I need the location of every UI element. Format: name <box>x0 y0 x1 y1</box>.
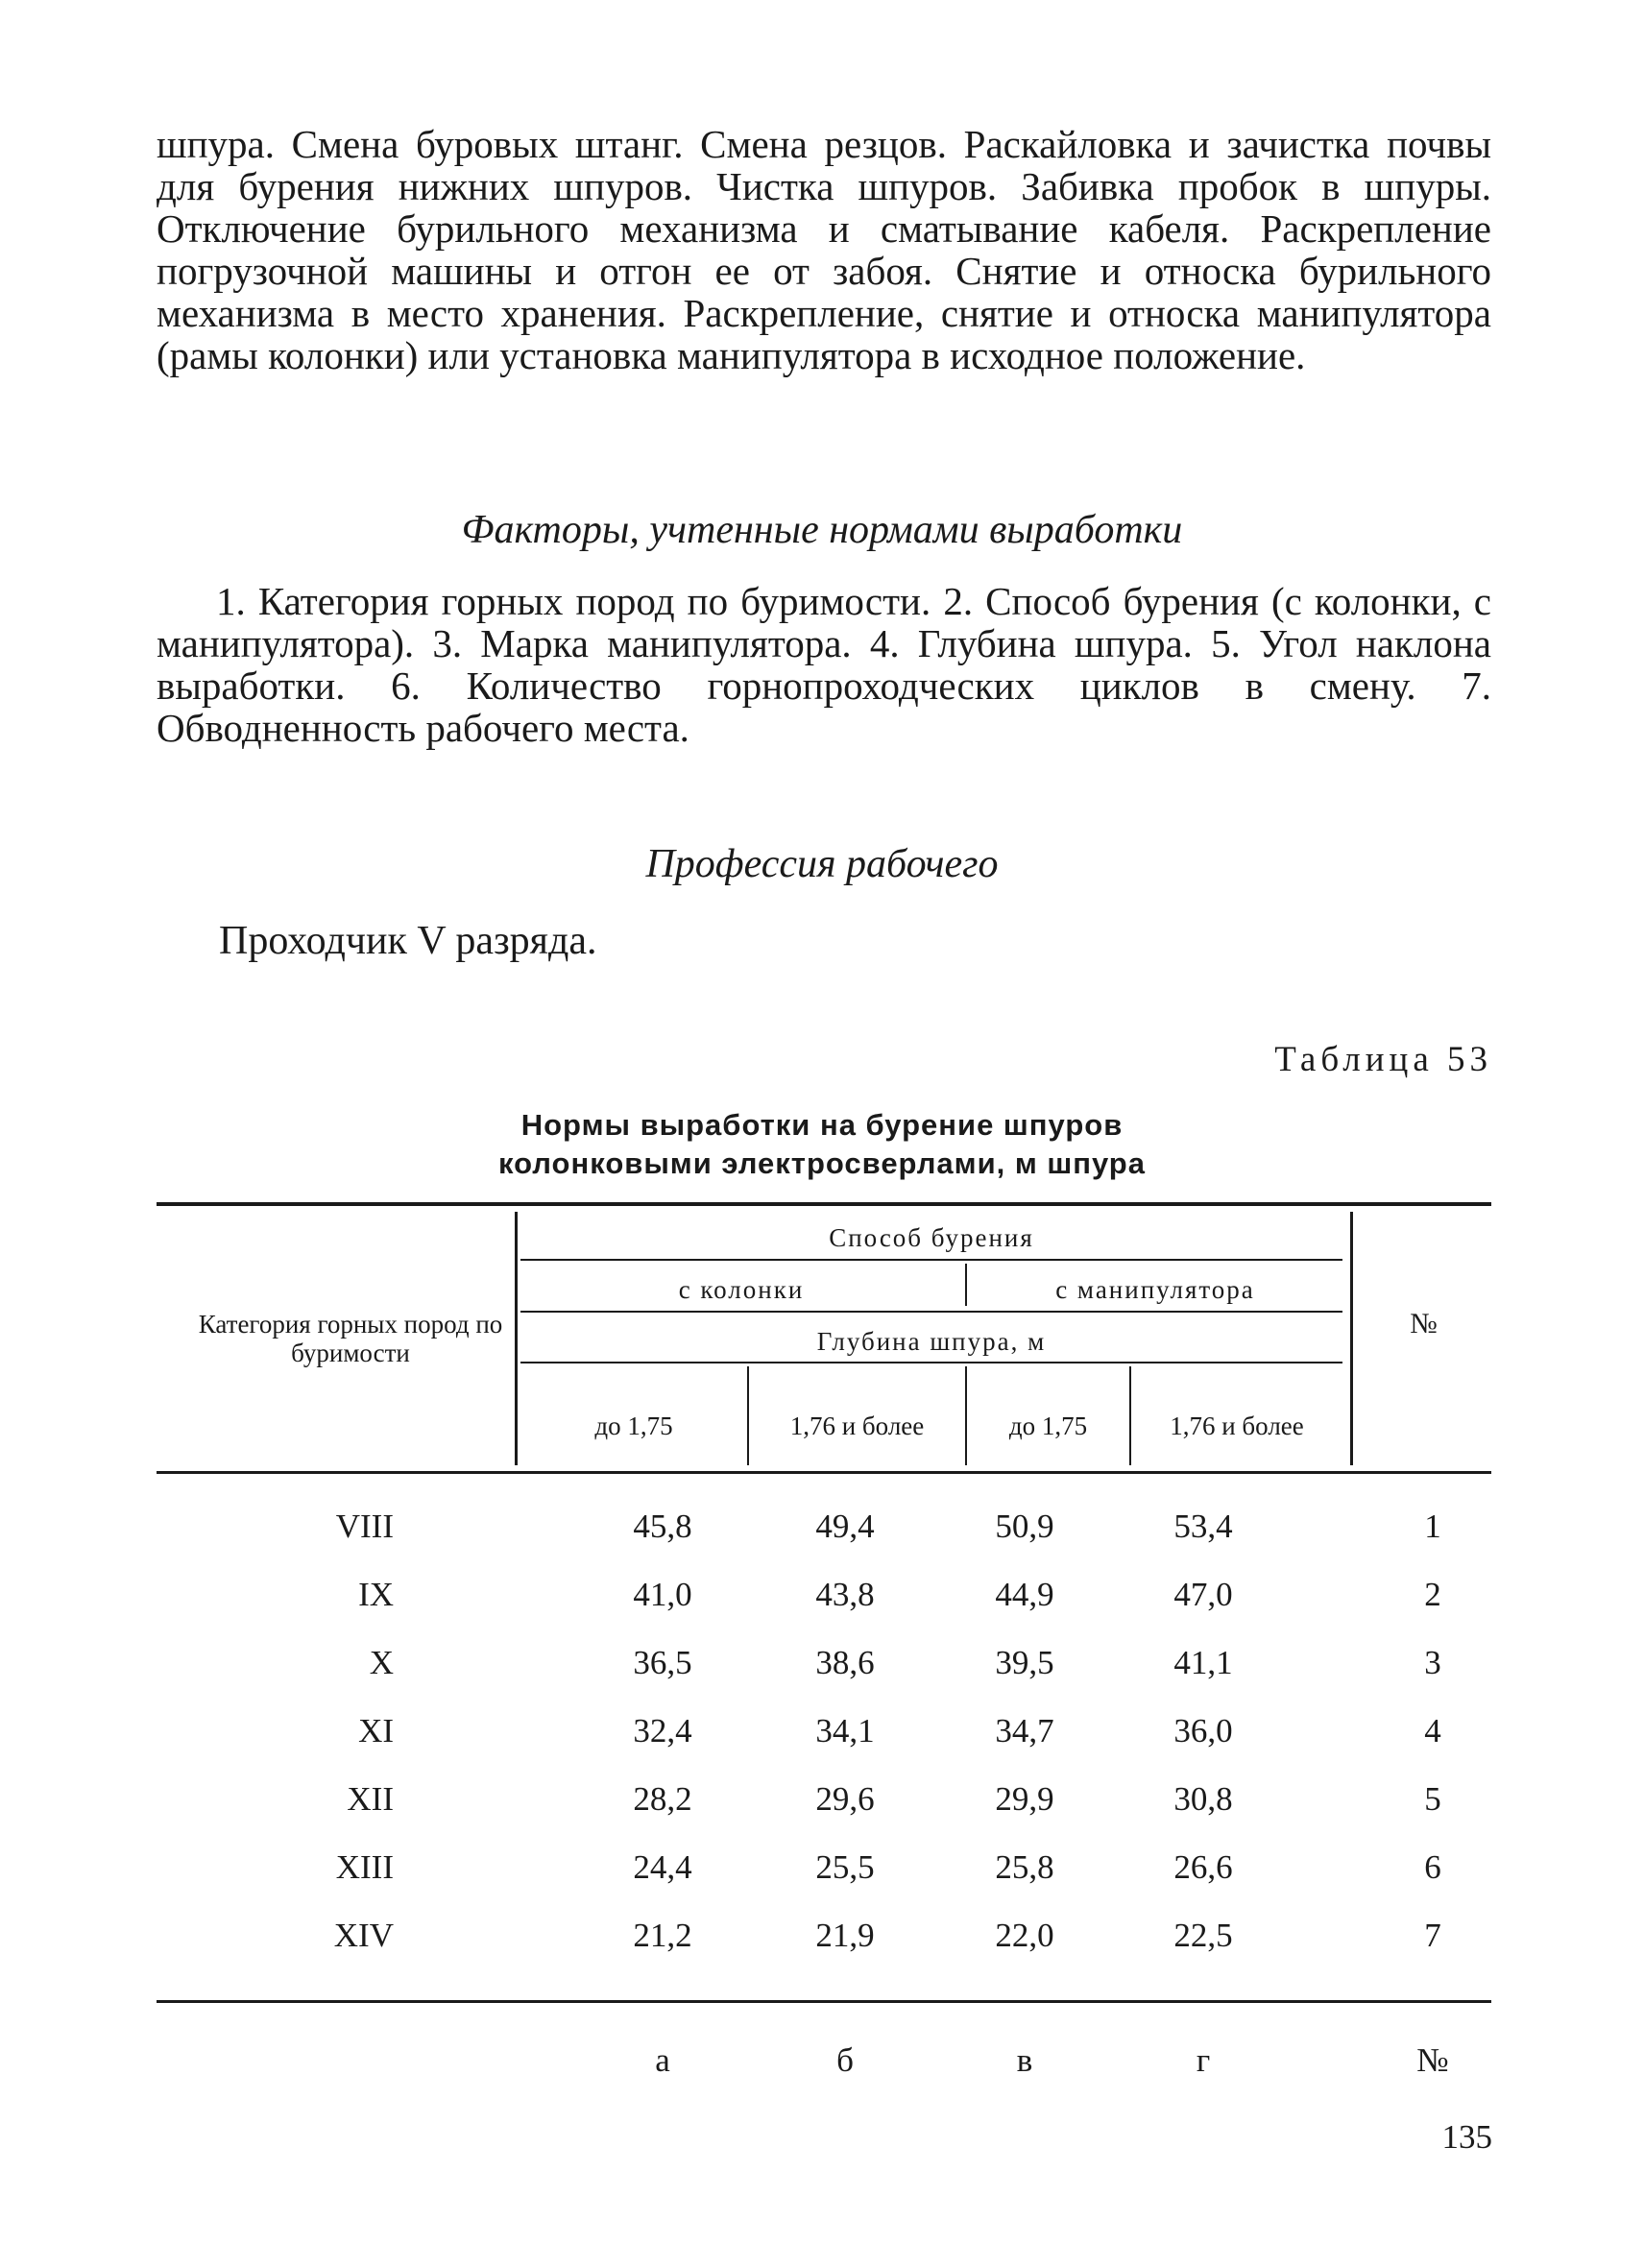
row-value-b: 38,6 <box>815 1644 875 1681</box>
row-number: 7 <box>1424 1917 1441 1954</box>
row-value-c: 50,9 <box>995 1508 1054 1545</box>
row-value-c: 22,0 <box>995 1917 1054 1954</box>
row-value-c: 39,5 <box>995 1644 1054 1681</box>
row-value-a: 28,2 <box>633 1780 692 1818</box>
row-category: XIV <box>333 1917 394 1954</box>
row-value-a: 32,4 <box>633 1712 692 1749</box>
footer-label-number: № <box>1416 2041 1449 2079</box>
table-title-line-1: Нормы выработки на бурение шпуров <box>520 1108 1124 1142</box>
row-value-b: 43,8 <box>815 1576 875 1613</box>
row-value-b: 29,6 <box>815 1780 875 1818</box>
row-value-b: 34,1 <box>815 1712 875 1749</box>
footer-label-b: б <box>836 2041 854 2079</box>
table-bottom-rule <box>157 2000 1491 2003</box>
row-value-a: 24,4 <box>633 1848 692 1886</box>
header-divider-number <box>1350 1212 1353 1465</box>
header-bottom-rule <box>157 1471 1491 1474</box>
row-category: VIII <box>335 1508 394 1545</box>
page-number: 135 <box>1441 2118 1492 2156</box>
table-label: Таблица 53 <box>1274 1040 1492 1079</box>
row-value-d: 47,0 <box>1173 1576 1233 1613</box>
profession-text: Проходчик V разряда. <box>219 919 597 963</box>
row-number: 2 <box>1424 1576 1441 1613</box>
header-upto-manipulator: до 1,75 <box>1008 1411 1088 1440</box>
factors-text: 1. Категория горных пород по буримости. 2. Способ бурения (с колонки, с манипулятора). 3. Марка манипулятора. 4. Глубина шпура. 5. Угол наклона выработки. 6. Количество горнопроходческих циклов в смену. 7. Обводненность рабочего места. <box>157 579 1491 750</box>
row-value-b: 49,4 <box>815 1508 875 1545</box>
header-divider-category <box>515 1212 518 1465</box>
intro-paragraph: шпура. Смена буровых штанг. Смена резцов. Раскайловка и зачистка почвы для бурения нижних шпуров. Чистка шпуров. Забивка пробок в шпуры. Отключение бурильного механизма и сматывание кабеля. Раскрепление погрузочной машины и отгон ее от забоя. Снятие и относка бурильного механизма в место хранения. Раскрепление, снятие и относка манипулятора (рамы колонки) или установка манипулятора в исходное положение. <box>157 122 1491 377</box>
row-value-b: 25,5 <box>815 1848 875 1886</box>
header-category: Категория горных пород по буримости <box>198 1310 503 1367</box>
header-divider-source <box>965 1264 967 1306</box>
row-number: 4 <box>1424 1712 1441 1749</box>
row-value-c: 44,9 <box>995 1576 1054 1613</box>
row-value-c: 25,8 <box>995 1848 1054 1886</box>
footer-label-d: г <box>1196 2041 1211 2079</box>
header-depth: Глубина шпура, м <box>816 1327 1047 1356</box>
row-number: 1 <box>1424 1508 1441 1545</box>
header-method: Способ бурения <box>829 1223 1034 1252</box>
row-value-a: 36,5 <box>633 1644 692 1681</box>
row-category: X <box>369 1644 394 1681</box>
header-rule-method <box>520 1259 1342 1261</box>
row-value-d: 53,4 <box>1173 1508 1233 1545</box>
row-value-a: 21,2 <box>633 1917 692 1954</box>
row-number: 6 <box>1424 1848 1441 1886</box>
row-value-a: 45,8 <box>633 1508 692 1545</box>
header-upto-column: до 1,75 <box>594 1411 673 1440</box>
row-value-d: 22,5 <box>1173 1917 1233 1954</box>
header-rule-source <box>520 1311 1342 1313</box>
header-from-column: с колонки <box>678 1275 805 1304</box>
table-top-rule <box>157 1202 1491 1206</box>
table-title <box>0 1106 1644 1183</box>
row-value-b: 21,9 <box>815 1917 875 1954</box>
footer-label-a: а <box>655 2041 670 2079</box>
row-value-c: 29,9 <box>995 1780 1054 1818</box>
row-number: 5 <box>1424 1780 1441 1818</box>
row-category: XI <box>358 1712 394 1749</box>
header-from-manipulator: с манипулятора <box>1055 1275 1255 1304</box>
row-value-a: 41,0 <box>633 1576 692 1613</box>
header-number: № <box>1410 1308 1438 1339</box>
row-value-d: 30,8 <box>1173 1780 1233 1818</box>
row-number: 3 <box>1424 1644 1441 1681</box>
header-over-column: 1,76 и более <box>789 1411 925 1440</box>
table-title-line-2: колонковыми электросверлами, м шпура <box>498 1146 1146 1180</box>
footer-label-c: в <box>1016 2041 1033 2079</box>
row-value-c: 34,7 <box>995 1712 1054 1749</box>
row-category: XII <box>347 1780 394 1818</box>
row-value-d: 41,1 <box>1173 1644 1233 1681</box>
row-category: XIII <box>335 1848 394 1886</box>
row-value-d: 36,0 <box>1173 1712 1233 1749</box>
header-rule-depth <box>520 1362 1342 1363</box>
row-category: IX <box>358 1576 394 1613</box>
row-value-d: 26,6 <box>1173 1848 1233 1886</box>
header-over-manipulator: 1,76 и более <box>1170 1411 1304 1440</box>
profession-heading: Профессия рабочего <box>645 842 999 886</box>
factors-heading: Факторы, учтенные нормами выработки <box>461 508 1183 552</box>
